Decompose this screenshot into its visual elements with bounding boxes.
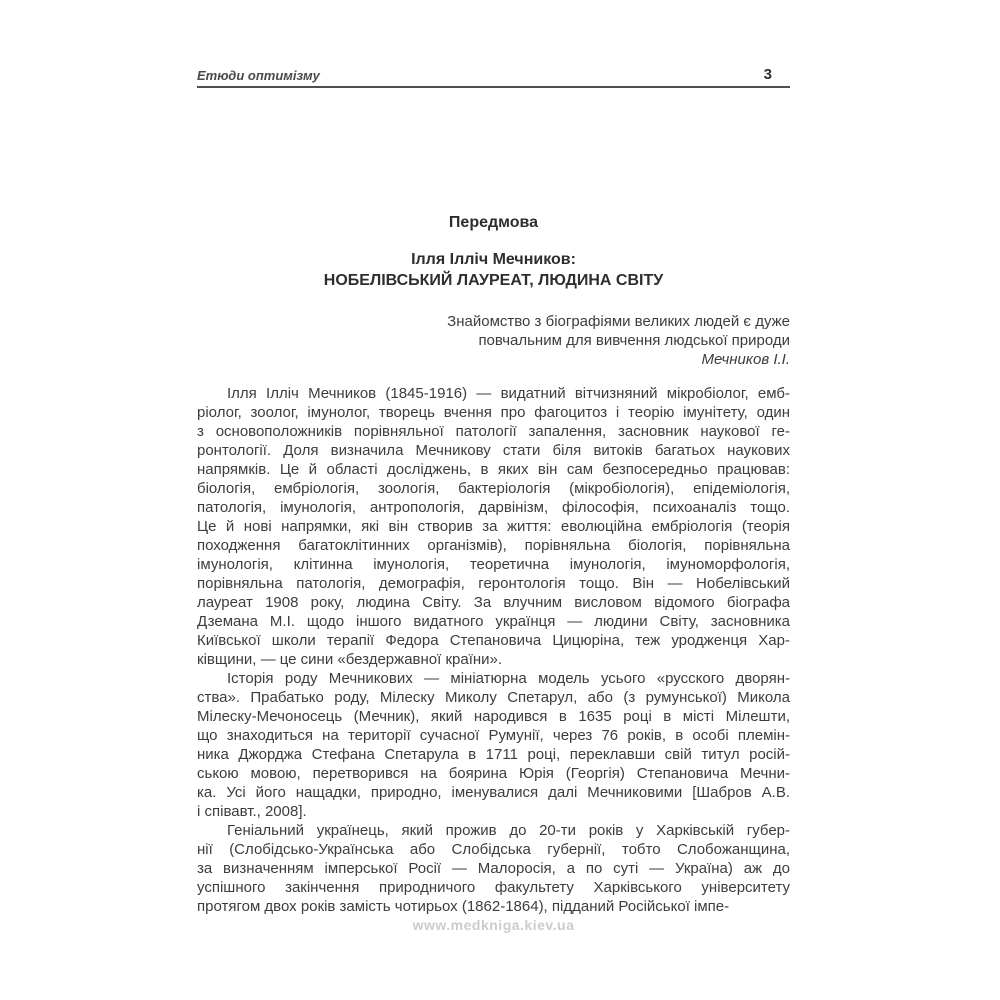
text-line: ронтології. Доля визначила Мечникову стати біля витоків багатьох наукових — [197, 442, 790, 459]
text-line: напрямків. Це й області досліджень, в яких він сам безпосередньо працював: — [197, 461, 790, 478]
page-number: 3 — [763, 66, 772, 83]
running-title: Етюди оптимізму — [197, 68, 320, 83]
text-line: походження багатоклітинних організмів), порівняльна біологія, порівняльна — [197, 537, 790, 554]
text-line: Київської школи терапії Федора Степановича Цицюріна, теж уродженця Хар- — [197, 632, 790, 649]
running-header — [197, 66, 790, 88]
text-line: біологія, ембріологія, зоологія, бактеріологія (мікробіологія), епідеміологія, — [197, 480, 790, 497]
article-title-line2: НОБЕЛІВСЬКИЙ ЛАУРЕАТ, ЛЮДИНА СВІТУ — [323, 272, 664, 289]
paragraph — [197, 669, 790, 821]
epigraph-line: Знайомство з біографіями великих людей є дуже — [447, 313, 790, 330]
text-line: ка. Усі його нащадки, природно, іменувалися далі Мечниковими [Шабров А.В. — [197, 784, 790, 801]
text-line: нії (Слобідсько-Українська або Слобідська губернії, тобто Слобожанщина, — [197, 841, 790, 858]
article-title-line1: Ілля Ілліч Мечников: — [411, 251, 576, 268]
text-line: протягом двох років замість чотирьох (1862-1864), підданий Російської імпе- — [197, 898, 730, 915]
article-title — [197, 249, 790, 291]
epigraph-attribution: Мечников І.І. — [701, 351, 790, 368]
page-content — [197, 0, 790, 916]
text-line: порівняльна патологія, демографія, геронтологія тощо. Він — Нобелівський — [197, 575, 790, 592]
text-line: ківщини, — це сини «бездержавної країни». — [197, 651, 503, 668]
text-line: ника Джорджа Стефана Спетарула в 1711 році, переклавши свій титул росій- — [197, 746, 790, 763]
text-line: ською мовою, перетворився на боярина Юрія (Георгія) Степановича Мечни- — [197, 765, 790, 782]
body-paragraphs — [197, 384, 790, 916]
text-line: і співавт., 2008]. — [197, 803, 307, 820]
paragraph — [197, 821, 790, 916]
text-line: патологія, імунологія, антропологія, дарвінізм, філософія, психоаналіз тощо. — [197, 499, 790, 516]
text-line: імунологія, клітинна імунологія, теоретична імунологія, імуноморфологія, — [197, 556, 790, 573]
footer-url: www.medkniga.kiev.ua — [412, 917, 575, 933]
text-line: Мілеску-Мечоносець (Мечник), який народився в 1635 році в місті Мілешти, — [197, 708, 790, 725]
epigraph — [197, 312, 790, 369]
paragraph — [197, 384, 790, 669]
text-line: лауреат 1908 року, людина Світу. За влучним висловом відомого біографа — [197, 594, 790, 611]
text-line: успішного закінчення природничого факультету Харківського університету — [197, 879, 790, 896]
epigraph-line: повчальним для вивчення людської природи — [478, 332, 790, 349]
text-line: ріолог, зоолог, імунолог, творець вчення про фагоцитоз і теорію імунітету, один — [197, 404, 790, 421]
text-line: Ілля Ілліч Мечников (1845-1916) — видатний вітчизняний мікробіолог, емб- — [227, 385, 790, 402]
text-line: що знаходиться на території сучасної Румунії, через 76 років, в особі племін- — [197, 727, 790, 744]
text-line: за визначенням імперської Росії — Малоросія, а по суті — Україна) аж до — [197, 860, 790, 877]
text-line: Це й нові напрямки, які він створив за життя: еволюційна ембріологія (теорія — [197, 518, 790, 535]
text-line: Геніальний українець, який прожив до 20-ти років у Харківській губер- — [227, 822, 790, 839]
text-line: з основоположників порівняльної патології запалення, засновник наукової ге- — [197, 423, 790, 440]
text-line: Історія роду Мечникових — мініатюрна модель усього «русского дворян- — [227, 670, 790, 687]
text-line: ства». Прабатько роду, Мілеску Миколу Спетарул, або (з румунської) Микола — [197, 689, 790, 706]
text-line: Дземана М.І. щодо іншого видатного українця — людини Світу, засновника — [197, 613, 790, 630]
section-title: Передмова — [448, 214, 539, 231]
